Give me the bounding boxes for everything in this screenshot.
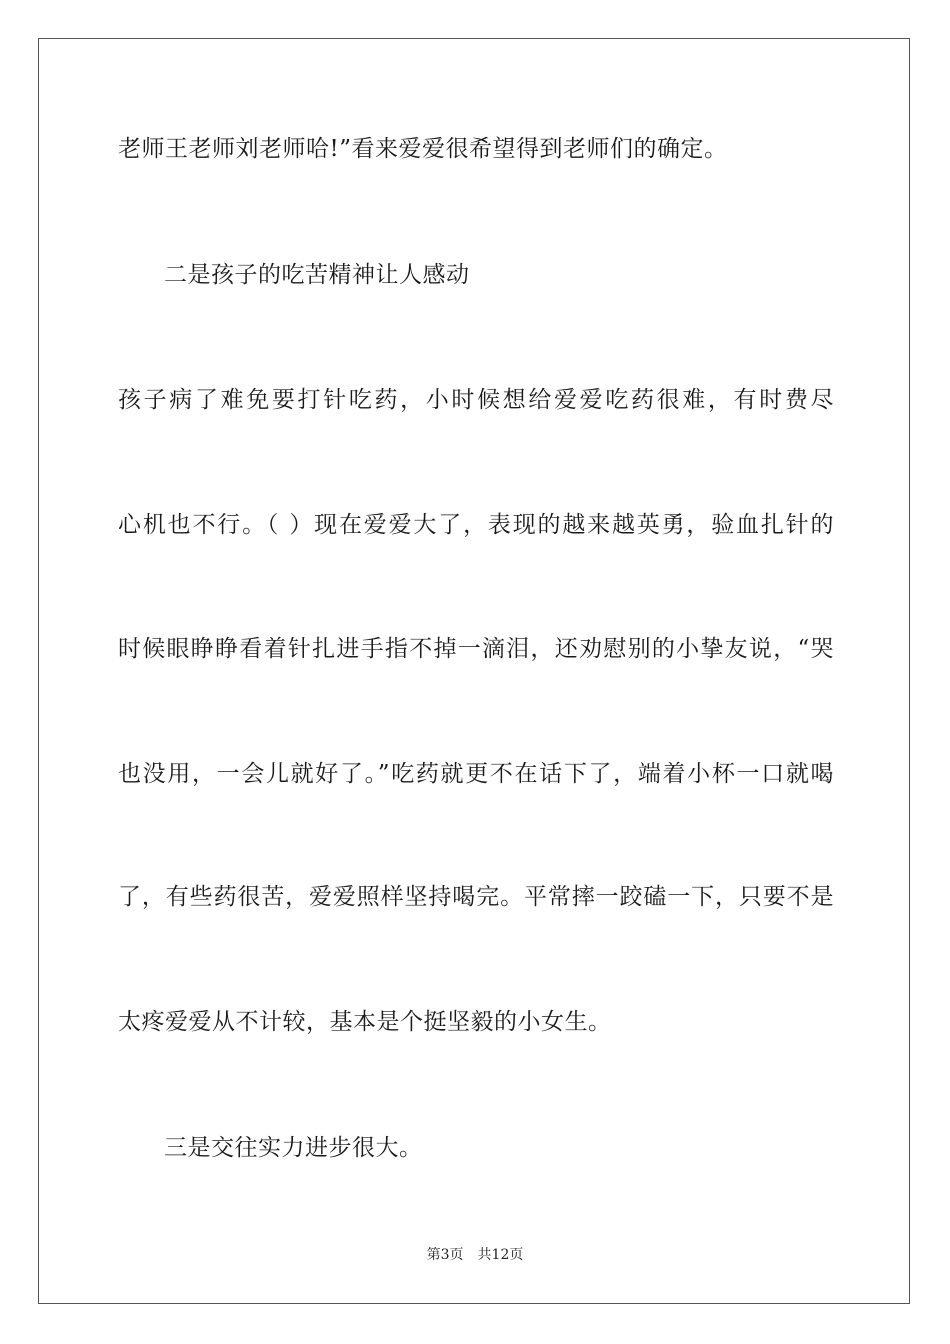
text-line-5: 时候眼睁睁看着针扎进手指不掉一滴泪，还劝慰别的小挚友说，“哭 bbox=[118, 636, 834, 662]
text-line-7: 了，有些药很苦，爱爱照样坚持喝完。平常摔一跤磕一下，只要不是 bbox=[118, 884, 834, 910]
page-number: 第3页 共12页 bbox=[426, 1247, 524, 1263]
section-heading-3: 三是交往实力进步很大。 bbox=[164, 1135, 423, 1161]
text-line-3: 孩子病了难免要打针吃药，小时候想给爱爱吃药很难，有时费尽 bbox=[118, 387, 834, 413]
page-border bbox=[38, 38, 910, 1304]
text-line-6: 也没用，一会儿就好了。”吃药就更不在话下了，端着小杯一口就喝 bbox=[118, 761, 834, 787]
text-line-4: 心机也不行。（ ）现在爱爱大了，表现的越来越英勇，验血扎针的 bbox=[118, 512, 834, 538]
text-line-1: 老师王老师刘老师哈!”看来爱爱很希望得到老师们的确定。 bbox=[118, 136, 728, 162]
section-heading-2: 二是孩子的吃苦精神让人感动 bbox=[164, 262, 470, 288]
text-line-8: 太疼爱爱从不计较，基本是个挺坚毅的小女生。 bbox=[118, 1009, 612, 1035]
